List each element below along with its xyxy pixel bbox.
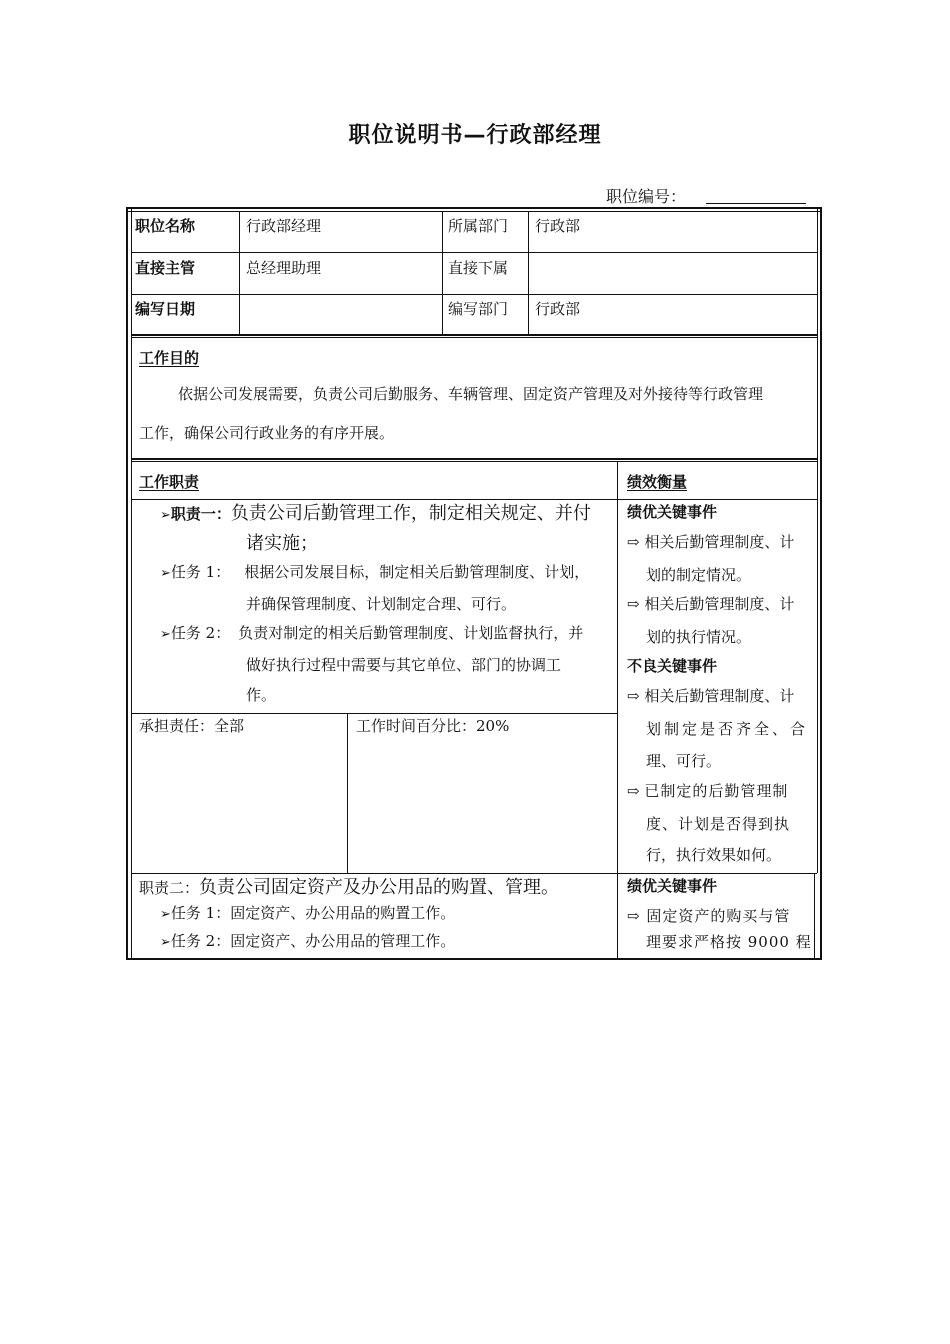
duty1-text-1: 负责公司后勤管理工作，制定相关规定、并付 <box>230 503 591 524</box>
duty1-task1-label: 任务 1： <box>170 563 231 581</box>
duty2-right-border <box>814 873 815 960</box>
duty1-task1-text-2: 并确保管理制度、计划制定合理、可行。 <box>246 595 517 613</box>
perf1-good-item-1 <box>627 535 794 550</box>
document-title: 职位说明书—行政部经理 <box>348 123 602 148</box>
perf1-bad-item-2-text-3: 行，执行效果如何。 <box>646 846 782 864</box>
duty1-task2-text-1: 负责对制定的相关后勤管理制度、计划监督执行，并 <box>238 624 584 642</box>
duty1-text-2: 诸实施； <box>246 533 318 554</box>
duty1-task1-line-1 <box>160 565 589 580</box>
duty1-task2-label: 任务 2： <box>170 624 231 642</box>
duty2-text: 负责公司固定资产及办公用品的购置、管理。 <box>199 877 560 898</box>
info-label-write-dept: 编写部门 <box>448 300 509 318</box>
bullet-arrow-icon: ➢ <box>160 566 171 581</box>
purpose-text-line-1: 依据公司发展需要，负责公司后勤服务、车辆管理、固定资产管理及对外接待等行政管理 <box>178 385 764 403</box>
perf2-good-heading: 绩优关键事件 <box>627 877 718 895</box>
info-value-department: 行政部 <box>535 217 581 235</box>
duties-heading: 工作职责 <box>139 473 200 491</box>
info-row-divider-2 <box>131 294 817 295</box>
bullet-arrow-icon: ➢ <box>160 907 171 922</box>
duty2-line <box>139 879 559 897</box>
duty1-task2-text-3: 作。 <box>246 686 277 704</box>
duty1-task2-text-2: 做好执行过程中需要与其它单位、部门的协调工 <box>246 656 562 674</box>
hollow-arrow-icon: ⇨ <box>627 907 641 925</box>
perf1-bad-item-1-text-3: 理、可行。 <box>646 752 722 770</box>
performance-heading: 绩效衡量 <box>627 473 688 491</box>
perf1-bad-item-1-text-2: 划制定是否齐全、合 <box>646 720 809 738</box>
duty1-prefix: 职责一： <box>170 505 231 523</box>
perf1-good-item-2 <box>627 597 794 612</box>
info-col-divider-3 <box>528 211 529 336</box>
info-label-department: 所属部门 <box>448 217 509 235</box>
info-value-write-dept: 行政部 <box>535 300 581 318</box>
duty2-task2-label: 任务 2： <box>170 932 231 950</box>
info-label-supervisor: 直接主管 <box>135 259 196 277</box>
info-row-divider-1 <box>131 252 817 253</box>
duty2-task1 <box>160 906 455 921</box>
position-number-label: 职位编号： <box>606 187 687 206</box>
perf1-bad-item-2 <box>627 784 788 799</box>
perf2-good-item-1-text: 固定资产的购买与管 <box>646 907 791 925</box>
hollow-arrow-icon: ⇨ <box>627 533 640 551</box>
position-number-blank <box>706 203 806 204</box>
duty1-bottom-divider <box>131 873 817 874</box>
perf1-good-item-2-text: 相关后勤管理制度、计 <box>644 595 795 613</box>
duty2-task2-text: 固定资产、办公用品的管理工作。 <box>230 932 456 950</box>
perf1-good-heading: 绩优关键事件 <box>627 503 718 521</box>
duties-perf-divider <box>617 462 618 960</box>
purpose-heading: 工作目的 <box>139 349 200 367</box>
duty1-line-1 <box>160 505 591 523</box>
info-label-position-name: 职位名称 <box>135 217 196 235</box>
perf1-bad-item-1-text: 相关后勤管理制度、计 <box>644 687 795 705</box>
bullet-arrow-icon: ➢ <box>160 627 171 642</box>
duty1-task2-line-1 <box>160 626 583 641</box>
duty2-task2 <box>160 934 455 949</box>
bullet-arrow-icon: ➢ <box>160 935 171 950</box>
duties-header-divider <box>131 499 817 500</box>
info-bottom-double-line <box>131 334 817 338</box>
perf1-good-item-1-text: 相关后勤管理制度、计 <box>644 533 795 551</box>
purpose-bottom-double-line <box>131 458 817 462</box>
perf1-good-item-1-text-2: 划的制定情况。 <box>646 566 752 584</box>
hollow-arrow-icon: ⇨ <box>627 782 640 800</box>
duty2-task1-label: 任务 1： <box>170 904 231 922</box>
perf1-bad-item-2-text: 已制定的后勤管理制 <box>644 782 789 800</box>
duty1-task1-text-1: 根据公司发展目标，制定相关后勤管理制度、计划， <box>244 563 590 581</box>
perf1-bad-item-2-text-2: 度、计划是否得到执 <box>646 815 791 833</box>
duty1-subrow-col-divider <box>347 713 348 873</box>
hollow-arrow-icon: ⇨ <box>627 687 640 705</box>
perf1-bad-item-1 <box>627 689 794 704</box>
duty1-responsibility: 承担责任：全部 <box>139 717 245 735</box>
duty1-time-percentage: 工作时间百分比：20% <box>356 717 510 735</box>
duty1-subrow-divider <box>131 713 617 714</box>
duty2-task1-text: 固定资产、办公用品的购置工作。 <box>230 904 456 922</box>
info-value-supervisor: 总经理助理 <box>246 259 322 277</box>
info-col-divider-1 <box>239 211 240 336</box>
perf1-bad-heading: 不良关键事件 <box>627 657 718 675</box>
perf2-good-item-1 <box>627 909 790 924</box>
perf2-good-item-1-text-2: 理要求严格按 9000 程 <box>646 933 812 951</box>
perf1-good-item-2-text-2: 划的执行情况。 <box>646 628 752 646</box>
purpose-text-line-2: 工作，确保公司行政业务的有序开展。 <box>139 424 395 442</box>
info-label-write-date: 编写日期 <box>135 300 196 318</box>
duty2-prefix: 职责二： <box>139 879 200 897</box>
inner-right-border <box>817 209 818 873</box>
bullet-arrow-icon: ➢ <box>160 508 171 523</box>
inner-left-border <box>131 209 132 960</box>
hollow-arrow-icon: ⇨ <box>627 595 640 613</box>
top-inner-border <box>126 211 822 212</box>
info-col-divider-2 <box>442 211 443 336</box>
info-value-position-name: 行政部经理 <box>246 217 322 235</box>
info-label-subordinates: 直接下属 <box>448 259 509 277</box>
